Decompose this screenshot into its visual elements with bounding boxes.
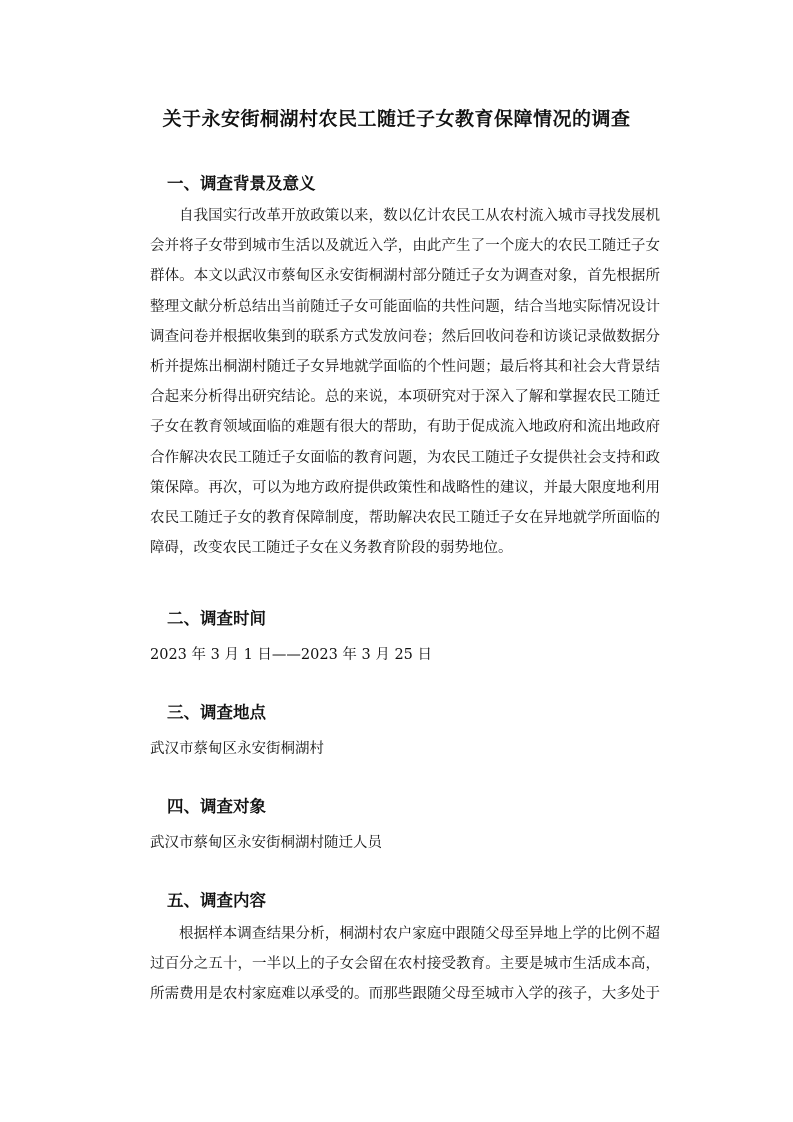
section-heading-background: 一、调查背景及意义 bbox=[167, 174, 316, 193]
paragraph-line: 根据样本调查结果分析，桐湖村农户家庭中跟随父母至异地上学的比例不超 bbox=[179, 926, 660, 942]
survey-location-text: 武汉市蔡甸区永安街桐湖村 bbox=[150, 741, 324, 757]
paragraph-line: 策保障。再次，可以为地方政府提供政策性和战略性的建议，并最大限度地利用 bbox=[150, 479, 660, 496]
section-heading-location: 三、调查地点 bbox=[167, 703, 266, 722]
paragraph-line: 过百分之五十，一半以上的子女会留在农村接受教育。主要是城市生活成本高， bbox=[150, 956, 660, 973]
paragraph-line: 农民工随迁子女的教育保障制度，帮助解决农民工随迁子女在异地就学所面临的 bbox=[150, 510, 660, 527]
paragraph-line: 整理文献分析总结出当前随迁子女可能面临的共性问题，结合当地实际情况设计 bbox=[150, 298, 660, 315]
paragraph-line: 所需费用是农村家庭难以承受的。而那些跟随父母至城市入学的孩子，大多处于 bbox=[150, 986, 660, 1003]
section-paragraph-content bbox=[150, 919, 660, 1010]
paragraph-line: 析并提炼出桐湖村随迁子女异地就学面临的个性问题；最后将其和社会大背景结 bbox=[150, 359, 660, 376]
paragraph-line: 子女在教育领域面临的难题有很大的帮助，有助于促成流入地政府和流出地政府 bbox=[150, 419, 660, 436]
paragraph-line: 合起来分析得出研究结论。总的来说，本项研究对于深入了解和掌握农民工随迁 bbox=[150, 389, 660, 406]
paragraph-line: 障碍，改变农民工随迁子女在义务教育阶段的弱势地位。 bbox=[150, 540, 513, 557]
section-heading-content: 五、调查内容 bbox=[167, 891, 266, 910]
section-paragraph-background bbox=[150, 201, 660, 563]
survey-subjects-text: 武汉市蔡甸区永安街桐湖村随迁人员 bbox=[150, 835, 382, 851]
section-heading-subjects: 四、调查对象 bbox=[167, 797, 266, 816]
section-heading-time: 二、调查时间 bbox=[167, 609, 266, 628]
document-title: 关于永安街桐湖村农民工随迁子女教育保障情况的调查 bbox=[162, 108, 631, 130]
paragraph-line: 会并将子女带到城市生活以及就近入学，由此产生了一个庞大的农民工随迁子女 bbox=[150, 238, 660, 255]
paragraph-line: 自我国实行改革开放政策以来，数以亿计农民工从农村流入城市寻找发展机 bbox=[179, 208, 660, 224]
paragraph-line: 合作解决农民工随迁子女面临的教育问题，为农民工随迁子女提供社会支持和政 bbox=[150, 449, 660, 466]
survey-time-text: 2023 年 3 月 1 日——2023 年 3 月 25 日 bbox=[150, 647, 433, 663]
paragraph-line: 群体。本文以武汉市蔡甸区永安街桐湖村部分随迁子女为调查对象，首先根据所 bbox=[150, 268, 660, 285]
paragraph-line: 调查问卷并根据收集到的联系方式发放问卷；然后回收问卷和访谈记录做数据分 bbox=[150, 328, 660, 345]
